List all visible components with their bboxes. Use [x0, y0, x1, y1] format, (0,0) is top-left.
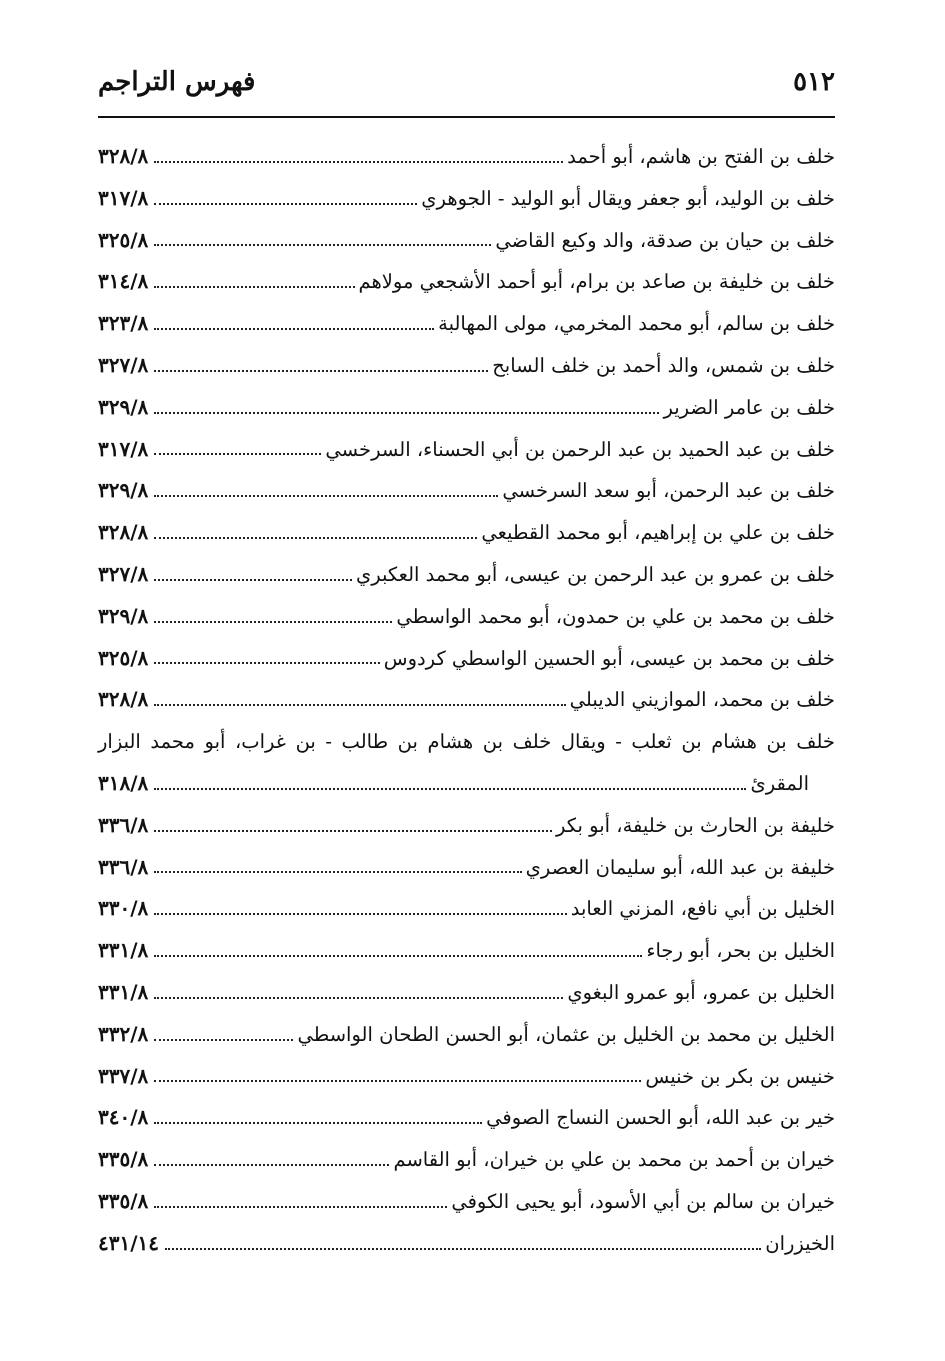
entry-name: خلف بن عامر الضرير — [663, 395, 835, 419]
index-entry — [98, 303, 835, 345]
index-entry — [98, 847, 835, 889]
index-entry — [98, 1181, 835, 1223]
volume-page-reference: ٣٢٨/٨ — [98, 144, 149, 168]
volume-page-reference: ٣٣٢/٨ — [98, 1021, 149, 1046]
volume-page-reference: ٤٣١/١٤ — [98, 1230, 160, 1255]
entry-name: خيران بن أحمد بن محمد بن علي بن خيران، أبو القاسم — [393, 1148, 835, 1172]
volume-page-reference: ٣٣٧/٨ — [98, 1063, 149, 1088]
leader-dots — [154, 161, 563, 163]
leader-dots — [154, 871, 521, 873]
index-entry — [98, 429, 835, 471]
index-entry — [98, 1097, 835, 1139]
entry-name: خلف بن سالم، أبو محمد المخرمي، مولى المهالبة — [438, 312, 835, 336]
volume-page-reference: ٣٢٧/٨ — [98, 561, 149, 586]
leader-dots — [154, 913, 566, 915]
index-entry-first-line: خلف بن هشام بن ثعلب - ويقال خلف بن هشام بن طالب - بن غراب، أبو محمد البزار — [98, 730, 835, 754]
entry-name: خلف بن حيان بن صدقة، والد وكيع القاضي — [495, 228, 835, 252]
index-entry — [98, 763, 835, 805]
entry-name: خلف بن عبد الحميد بن عبد الرحمن بن أبي الحسناء، السرخسي — [325, 437, 835, 461]
volume-page-reference: ٣٣٦/٨ — [98, 854, 149, 879]
entry-name: خلف بن عمرو بن عبد الرحمن بن عيسى، أبو محمد العكبري — [356, 562, 835, 586]
index-entry — [98, 1139, 835, 1181]
volume-page-reference: ٣٣١/٨ — [98, 938, 149, 963]
leader-dots — [154, 412, 659, 414]
volume-page-reference: ٣٢٥/٨ — [98, 227, 149, 252]
index-entry — [98, 554, 835, 596]
leader-dots — [154, 830, 552, 832]
header-rule — [98, 116, 835, 118]
volume-page-reference: ٣٢٩/٨ — [98, 603, 149, 628]
entry-name: الخيزران — [765, 1231, 835, 1255]
index-entry — [98, 1223, 835, 1265]
page-number: ٥١٢ — [793, 67, 835, 97]
volume-page-reference: ٣٢٧/٨ — [98, 352, 149, 377]
volume-page-reference: ٣٢٩/٨ — [98, 394, 149, 419]
entry-name: خلف بن محمد بن عيسى، أبو الحسين الواسطي كردوس — [383, 646, 835, 670]
leader-dots — [154, 453, 321, 455]
leader-dots — [154, 1206, 447, 1208]
entry-name: خلف بن الوليد، أبو جعفر ويقال أبو الوليد - الجوهري — [421, 186, 835, 210]
entry-name: خليفة بن عبد الله، أبو سليمان العصري — [525, 855, 835, 879]
leader-dots — [154, 370, 488, 372]
volume-page-reference: ٣١٧/٨ — [98, 185, 149, 210]
leader-dots — [154, 495, 498, 497]
biography-index-list — [98, 136, 835, 1265]
entry-name: خنيس بن بكر بن خنيس — [645, 1064, 835, 1088]
volume-page-reference: ٣٣٦/٨ — [98, 812, 149, 837]
leader-dots — [154, 579, 352, 581]
volume-page-reference: ٣١٤/٨ — [98, 269, 149, 294]
index-entry — [98, 261, 835, 303]
volume-page-reference: ٣٢٣/٨ — [98, 311, 149, 336]
entry-name: الخليل بن عمرو، أبو عمرو البغوي — [567, 980, 835, 1004]
entry-name: خليفة بن الحارث بن خليفة، أبو بكر — [556, 813, 835, 837]
index-entry — [98, 1056, 835, 1098]
leader-dots — [154, 1080, 641, 1082]
leader-dots — [154, 1039, 293, 1041]
entry-name: خير بن عبد الله، أبو الحسن النساج الصوفي — [486, 1106, 835, 1130]
index-entry — [98, 972, 835, 1014]
volume-page-reference: ٣٢٨/٨ — [98, 520, 149, 545]
entry-name: خيران بن سالم بن أبي الأسود، أبو يحيى الكوفي — [451, 1189, 835, 1213]
volume-page-reference: ٣٢٩/٨ — [98, 478, 149, 503]
index-entry — [98, 679, 835, 721]
leader-dots — [154, 621, 392, 623]
index-entry — [98, 1014, 835, 1056]
leader-dots — [154, 1122, 482, 1124]
page-header — [98, 62, 835, 102]
volume-page-reference: ٣١٧/٨ — [98, 436, 149, 461]
index-entry — [98, 805, 835, 847]
index-entry — [98, 930, 835, 972]
index-entry — [98, 470, 835, 512]
entry-name: الخليل بن أبي نافع، المزني العابد — [570, 897, 835, 921]
entry-name: الخليل بن محمد بن الخليل بن عثمان، أبو الحسن الطحان الواسطي — [297, 1022, 835, 1046]
leader-dots — [154, 662, 380, 664]
leader-dots — [154, 997, 563, 999]
entry-name: خلف بن شمس، والد أحمد بن خلف السابح — [492, 353, 835, 377]
leader-dots — [154, 537, 477, 539]
entry-name: خلف بن الفتح بن هاشم، أبو أحمد — [567, 145, 835, 168]
entry-name: خلف بن علي بن إبراهيم، أبو محمد القطيعي — [481, 521, 835, 545]
leader-dots — [154, 328, 434, 330]
volume-page-reference: ٣١٨/٨ — [98, 770, 149, 795]
entry-name: خلف بن محمد بن علي بن حمدون، أبو محمد الواسطي — [396, 604, 835, 628]
leader-dots — [154, 286, 354, 288]
entry-name: خلف بن خليفة بن صاعد بن برام، أبو أحمد الأشجعي مولاهم — [358, 270, 835, 294]
entry-name: الخليل بن بحر، أبو رجاء — [646, 939, 835, 963]
volume-page-reference: ٣٢٥/٨ — [98, 645, 149, 670]
leader-dots — [154, 704, 565, 706]
running-title: فهرس التراجم — [98, 67, 256, 97]
leader-dots — [154, 788, 746, 790]
volume-page-reference: ٣٣٥/٨ — [98, 1188, 149, 1213]
leader-dots — [154, 955, 642, 957]
entry-name: المقرئ — [750, 771, 809, 795]
volume-page-reference: ٣٣١/٨ — [98, 979, 149, 1004]
volume-page-reference: ٣٤٠/٨ — [98, 1105, 149, 1130]
leader-dots — [154, 1164, 389, 1166]
index-entry — [98, 136, 835, 178]
leader-dots — [154, 203, 417, 205]
index-entry — [98, 596, 835, 638]
entry-name: خلف بن محمد، الموازيني الديبلي — [569, 688, 835, 712]
index-entry — [98, 345, 835, 387]
entry-name: خلف بن عبد الرحمن، أبو سعد السرخسي — [502, 479, 835, 503]
leader-dots — [154, 244, 491, 246]
leader-dots — [165, 1248, 761, 1250]
index-entry — [98, 220, 835, 262]
index-entry — [98, 888, 835, 930]
volume-page-reference: ٣٣٠/٨ — [98, 896, 149, 921]
index-entry — [98, 512, 835, 554]
index-entry — [98, 638, 835, 680]
volume-page-reference: ٣٣٥/٨ — [98, 1147, 149, 1172]
index-entry — [98, 387, 835, 429]
index-entry — [98, 178, 835, 220]
volume-page-reference: ٣٢٨/٨ — [98, 687, 149, 712]
